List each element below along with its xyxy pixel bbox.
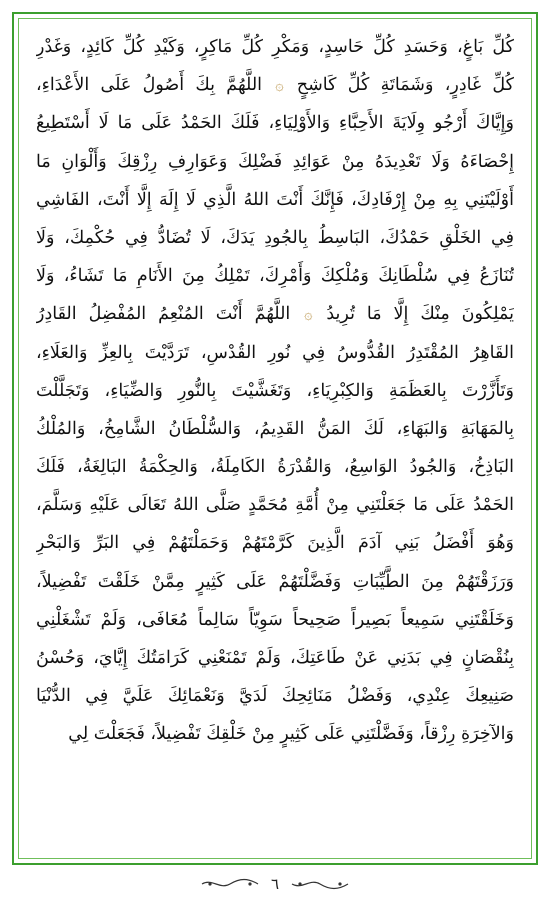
flourish-icon	[290, 876, 350, 892]
text-line-17: بِنُقْصَانٍ فِي بَدَنِي عَنْ طَاعَتِكَ، وَلَمْ تَمْنَعْنِي كَرَامَتُكَ إِيَّايَ، وَحُسْنُ	[36, 648, 514, 668]
text-line-10: وَتَأَزَّرْتَ بِالعَظَمَةِ وَالكِبْرِيَاءِ، وَتَغَشَّيْتَ بِالنُّورِ وَالضِّيَاءِ، وَتَجَلَّلْتَ	[36, 380, 514, 401]
text-line-13: الحَمْدُ عَلَى مَا جَعَلْتَنِي مِنْ أُمَّةِ مُحَمَّدٍ صَلَّى اللهُ تَعَالَى عَلَيْهِ وَسَلَّمَ،	[36, 495, 514, 516]
page-number: ٦	[270, 875, 280, 893]
text-line-9: القَاهِرُ المُقْتَدِرُ القُدُّوسُ فِي نُورِ القُدْسِ، تَرَدَّيْتَ بِالعِزِّ وَالعَلَاءِ،	[36, 342, 514, 363]
text-line-5: أَوْلَيْتَنِي بِهِ مِنْ إِرْفَادِكَ، فَإِنَّكَ أَنْتَ اللهُ الَّذِي لَا إِلَهَ إِلَّا أَنْتَ، الفَاشِي	[36, 189, 514, 210]
text-line-16: وَخَلَقْتَنِي سَمِيعاً بَصِيراً صَحِيحاً سَوِيّاً سَالِماً مُعَافَى، وَلَمْ تَشْغَلْنِي	[36, 609, 514, 630]
ornament-rosette-icon: ۞	[275, 78, 284, 95]
text-line-7: تُنَازَعُ فِي سُلْطَانِكَ وَمُلْكِكَ وَأَمْرِكَ، تَمْلِكُ مِنَ الأَنَامِ مَا تَشَاءُ، وَلَا	[36, 266, 514, 287]
text-line-15: وَرَزَقْتَهُمْ مِنَ الطَّيِّبَاتِ وَفَضَّلْتَهُمْ عَلَى كَثِيرٍ مِمَّنْ خَلَقْتَ تَفْضِيلاً،	[36, 571, 514, 592]
flourish-icon	[200, 876, 260, 892]
text-line-11: بِالمَهَابَةِ وَالبَهَاءِ، لَكَ المَنُّ القَدِيمُ، وَالسُّلْطَانُ الشَّامِخُ، وَالمُلْكُ	[36, 418, 514, 439]
text-line-3: وَإِيَّاكَ أَرْجُو وِلَايَةَ الأَحِبَّاءِ وَالأَوْلِيَاءِ، فَلَكَ الحَمْدُ عَلَى مَا لَا أَسْتَطِيعُ	[36, 113, 514, 134]
text-line-6: فِي الخَلْقِ حَمْدُكَ، البَاسِطُ بِالجُودِ يَدَكَ، لَا تُضَادُّ فِي حُكْمِكَ، وَلَا	[36, 227, 514, 248]
text-line-8: يَمْلِكُونَ مِنْكَ إِلَّا مَا تُرِيدُ ۞ اللَّهُمَّ أَنْتَ المُنْعِمُ المُفْضِلُ القَادِرُ	[36, 304, 514, 325]
page-frame	[12, 12, 538, 865]
text-line-18: صَنِيعِكَ عِنْدِي، وَفَضْلُ مَنَائِحِكَ لَدَيَّ وَنَعْمَائِكَ عَلَيَّ فِي الدُّنْيَا	[36, 686, 514, 707]
text-line-2: كُلِّ غَادِرٍ، وَشَمَاتَةِ كُلِّ كَاشِحٍ ۞ اللَّهُمَّ بِكَ أَصُولُ عَلَى الأَعْدَاءِ،	[36, 75, 514, 96]
prayer-text	[36, 28, 514, 754]
text-line-12: البَاذِخُ، وَالجُودُ الوَاسِعُ، وَالقُدْرَةُ الكَامِلَةُ، وَالحِكْمَةُ البَالِغَةُ، فَلَكَ	[36, 457, 514, 478]
ornament-rosette-icon: ۞	[304, 307, 313, 324]
text-line-19: وَالآخِرَةِ رِزْقاً، وَفَضَّلْتَنِي عَلَى كَثِيرٍ مِنْ خَلْقِكَ تَفْضِيلاً، فَجَعَلْتَ لِي	[68, 724, 514, 745]
text-line-14: وَهُوَ أَفْضَلُ بَنِي آدَمَ الَّذِينَ كَرَّمْتَهُمْ وَحَمَلْتَهُمْ فِي البَرِّ وَالبَحْرِ	[36, 533, 514, 554]
text-line-4: إِحْصَاءَهُ وَلَا تَعْدِيدَهُ مِنْ عَوَائِدِ فَضْلِكَ وَعَوَارِفِ رِزْقِكَ وَأَلْوَانِ مَا	[36, 151, 514, 172]
text-line-1: كُلِّ بَاغٍ، وَحَسَدِ كُلِّ حَاسِدٍ، وَمَكْرِ كُلِّ مَاكِرٍ، وَكَيْدِ كُلِّ كَائِدٍ، وَغَدْرِ	[36, 37, 514, 57]
page-footer	[0, 869, 550, 899]
